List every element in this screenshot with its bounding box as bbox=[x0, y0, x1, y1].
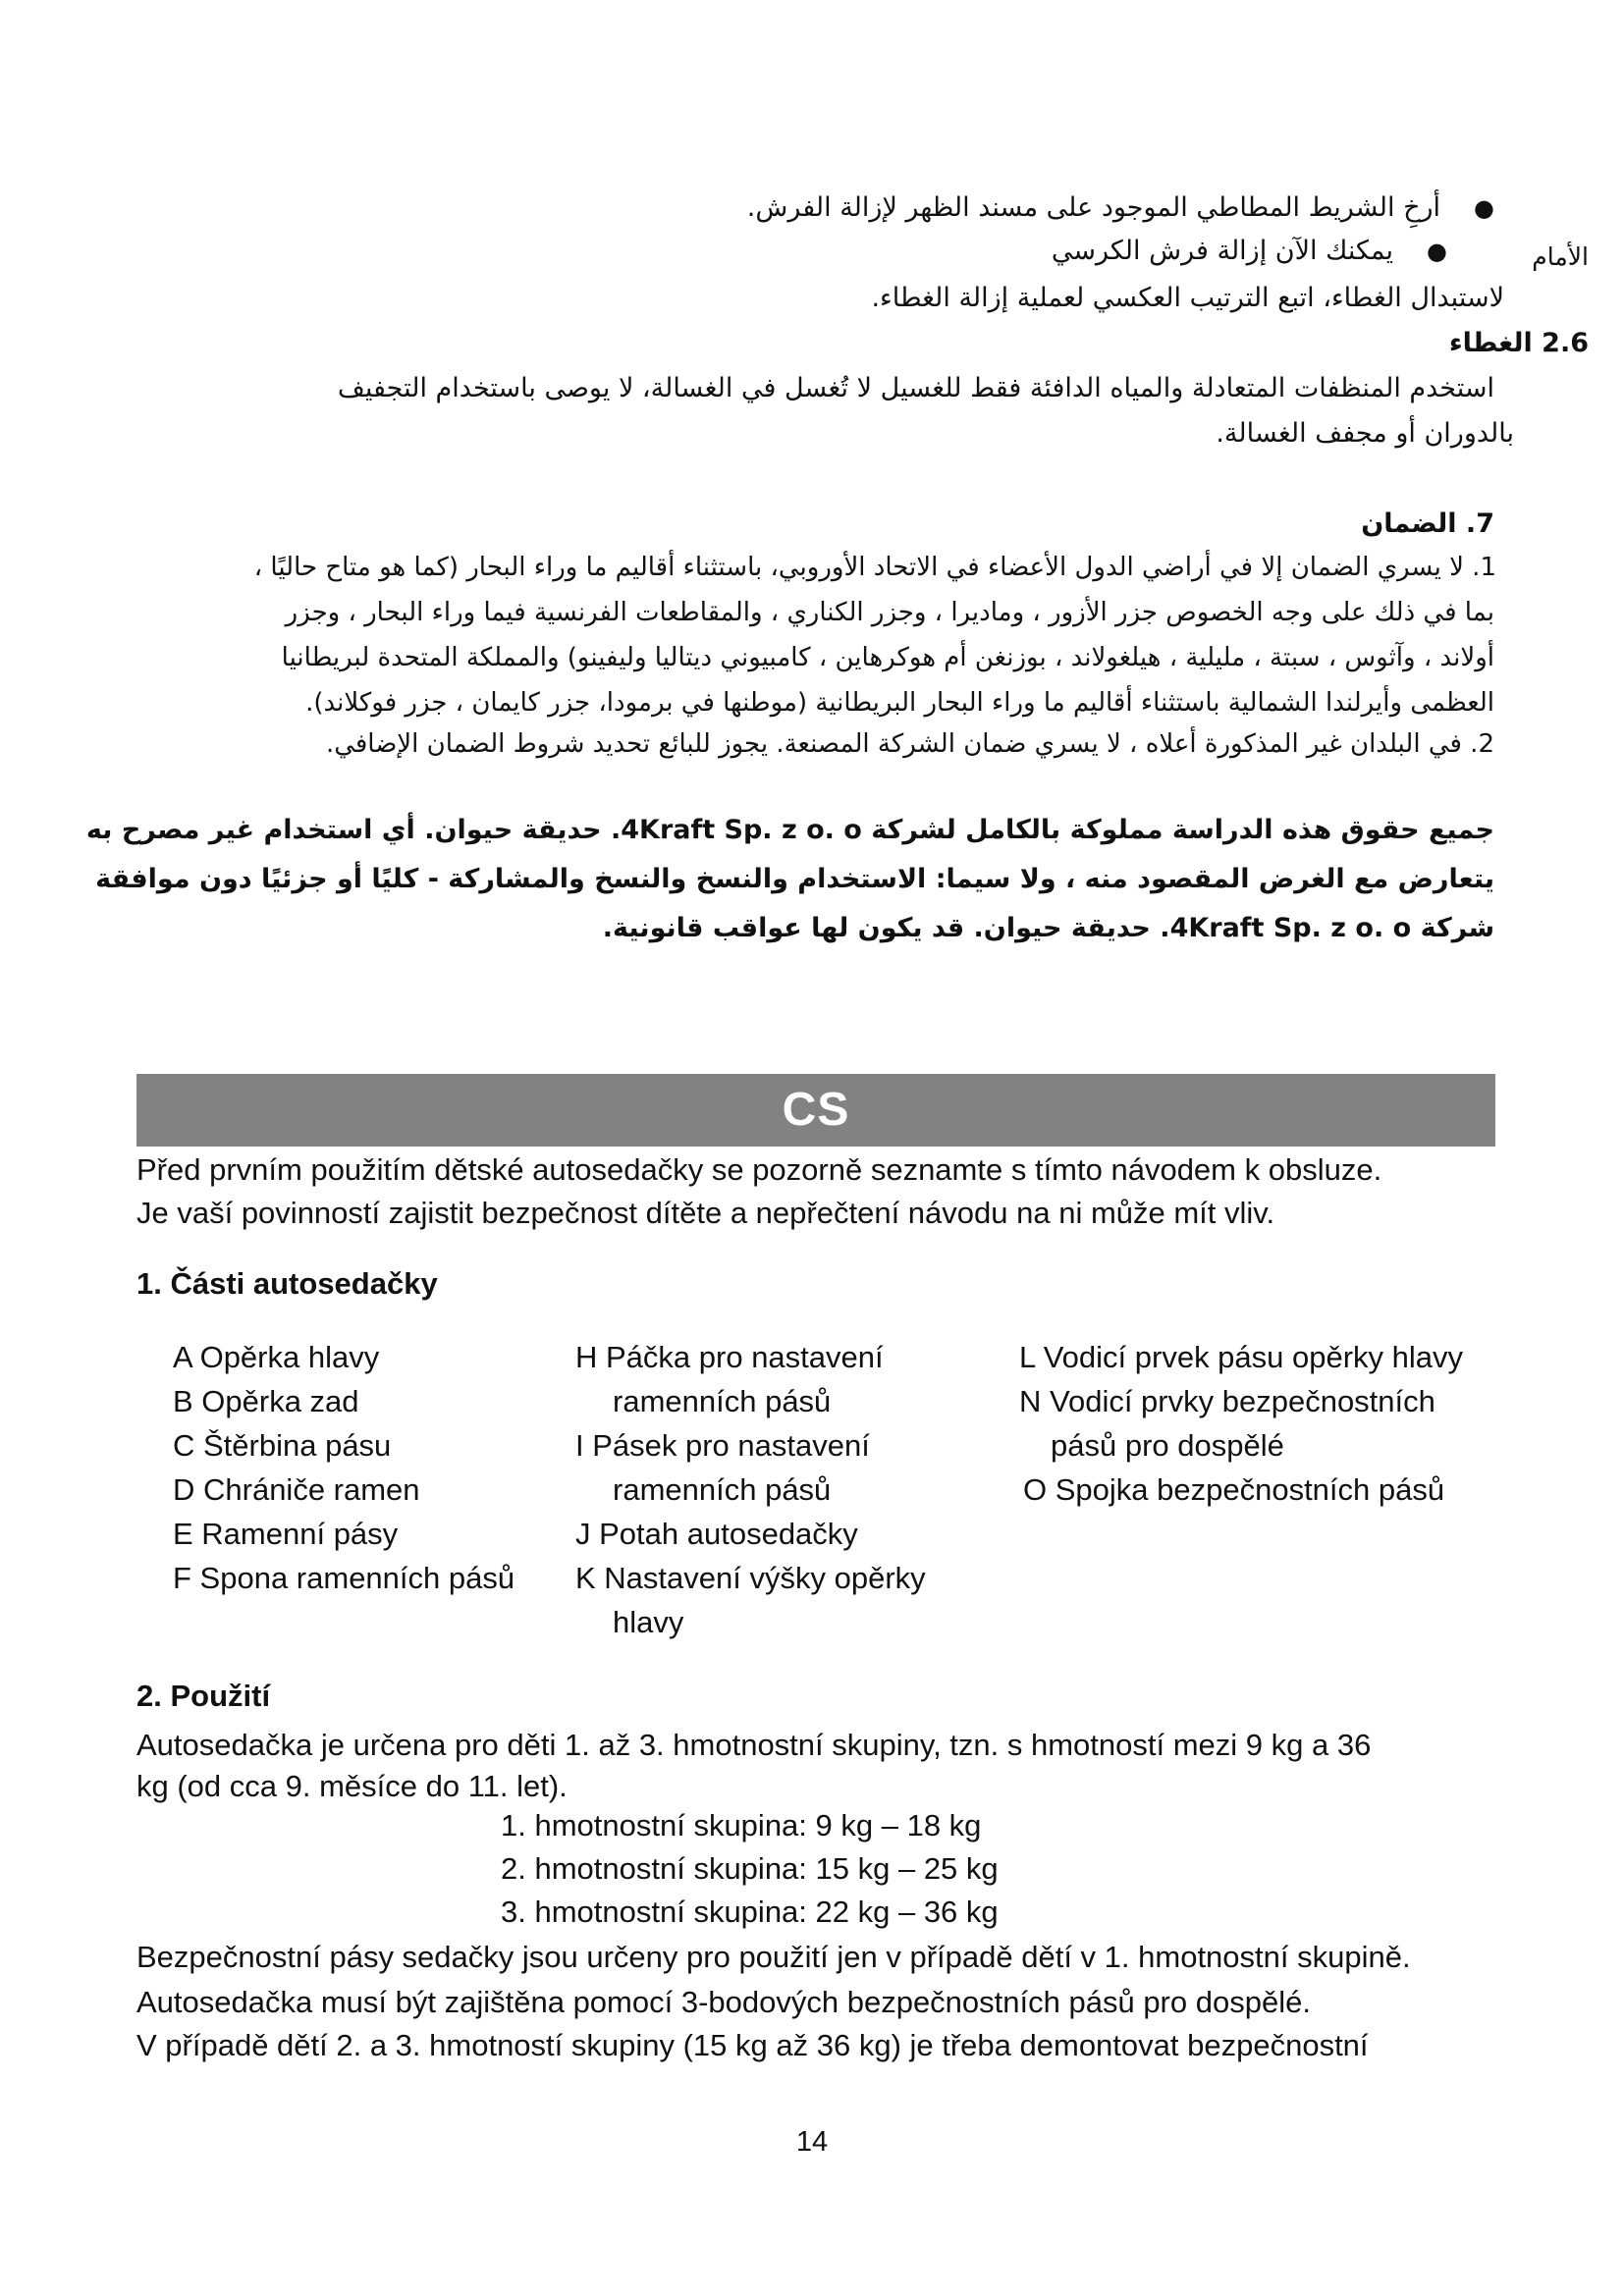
part-item-continued: pásů pro dospělé bbox=[1051, 1428, 1284, 1463]
arabic-side-word: الأمام bbox=[1532, 242, 1589, 271]
arabic-legal-line-1: جميع حقوق هذه الدراسة مملوكة بالكامل لشركة 4Kraft Sp. z o. o. حديقة حيوان. أي استخدام غير مصرح به bbox=[85, 815, 1494, 845]
arabic-warranty-line-2: بما في ذلك على وجه الخصوص جزر الأزور ، وماديرا ، وجزر الكناري ، والمقاطعات الفرنسية فيما وراء البحار ، وجزر bbox=[285, 598, 1494, 627]
weight-group: 2. hmotnostní skupina: 15 kg – 25 kg bbox=[501, 1851, 999, 1886]
arabic-replace-text: لاستبدال الغطاء، اتبع الترتيب العكسي لعملية إزالة الغطاء. bbox=[871, 283, 1504, 313]
arabic-warranty-line-5: 2. في البلدان غير المذكورة أعلاه ، لا يسري ضمان الشركة المصنعة. يجوز للبائع تحديد شروط الضمان الإضافي. bbox=[325, 729, 1494, 759]
part-item: F Spona ramenních pásů bbox=[173, 1561, 515, 1595]
part-item: E Ramenní pásy bbox=[173, 1517, 399, 1551]
cs-intro-line-2: Je vaší povinností zajistit bezpečnost dítěte a nepřečtení návodu na ni může mít vliv. bbox=[136, 1196, 1275, 1230]
cs-intro-line-1: Před prvním použitím dětské autosedačky se pozorně seznamte s tímto návodem k obsluze. bbox=[136, 1152, 1382, 1187]
cs-section-header: CS bbox=[136, 1074, 1495, 1147]
arabic-warranty-line-4: العظمى وأيرلندا الشمالية باستثناء أقاليم ما وراء البحار البريطانية (موطنها في برمودا، جزر كايمان ، جزر فوكلاند). bbox=[305, 688, 1494, 718]
weight-group-list bbox=[501, 1804, 999, 1934]
arabic-legal-line-2: يتعارض مع الغرض المقصود منه ، ولا سيما: الاستخدام والنسخ والنسخ والمشاركة - كليًا أو جزئيًا دون موافقة bbox=[95, 864, 1494, 894]
part-item: I Pásek pro nastavení bbox=[575, 1428, 870, 1463]
cs-parts-column-3 bbox=[1019, 1335, 1463, 1512]
bullet-icon: ● bbox=[1474, 194, 1494, 222]
cs-tail-line-2: Autosedačka musí být zajištěna pomocí 3-bodových bezpečnostních pásů pro dospělé. bbox=[136, 1985, 1311, 2019]
part-item: D Chrániče ramen bbox=[173, 1472, 420, 1507]
arabic-cover-line-2: بالدوران أو مجفف الغسالة. bbox=[1216, 418, 1514, 449]
weight-group: 1. hmotnostní skupina: 9 kg – 18 kg bbox=[501, 1808, 982, 1842]
part-item: C Štěrbina pásu bbox=[173, 1428, 392, 1463]
cs-parts-heading: 1. Části autosedačky bbox=[136, 1266, 438, 1301]
part-item: O Spojka bezpečnostních pásů bbox=[1023, 1472, 1445, 1507]
page-number: 14 bbox=[795, 2126, 829, 2158]
arabic-cover-heading: 2.6 الغطاء bbox=[1448, 328, 1589, 358]
weight-group: 3. hmotnostní skupina: 22 kg – 36 kg bbox=[501, 1895, 999, 1929]
cs-tail-line-1: Bezpečnostní pásy sedačky jsou určeny pro použití jen v případě dětí v 1. hmotnostní skupině. bbox=[136, 1940, 1411, 1974]
part-item-continued: hlavy bbox=[613, 1605, 684, 1639]
part-item: B Opěrka zad bbox=[173, 1384, 359, 1418]
arabic-warranty-line-1: 1. لا يسري الضمان إلا في أراضي الدول الأعضاء في الاتحاد الأوروبي، باستثناء أقاليم ما وراء البحار (كما هو متاح حاليًا ، bbox=[253, 553, 1496, 582]
part-item: L Vodicí prvek pásu opěrky hlavy bbox=[1019, 1340, 1464, 1374]
arabic-warranty-line-3: أولاند ، وآثوس ، سبتة ، مليلية ، هيلغولاند ، بوزنغن أم هوكرهاين ، كامبيوني ديتاليا وليفينو) والمملكة المتحدة لبريطانيا bbox=[281, 643, 1494, 672]
part-item: N Vodicí prvky bezpečnostních bbox=[1019, 1384, 1435, 1418]
arabic-bullet-2: ●يمكنك الآن إزالة فرش الكرسي bbox=[1051, 236, 1447, 266]
cs-parts-column-1 bbox=[173, 1335, 514, 1600]
part-item: J Potah autosedačky bbox=[575, 1517, 858, 1551]
arabic-warranty-heading: 7. الضمان bbox=[1361, 508, 1494, 539]
part-item: K Nastavení výšky opěrky bbox=[575, 1561, 926, 1595]
bullet-icon: ● bbox=[1427, 238, 1447, 265]
cs-parts-column-2 bbox=[575, 1335, 926, 1644]
cs-use-line-2: kg (od cca 9. měsíce do 11. let). bbox=[136, 1769, 568, 1803]
part-item-continued: ramenních pásů bbox=[613, 1472, 832, 1507]
part-item-continued: ramenních pásů bbox=[613, 1384, 832, 1418]
part-item: H Páčka pro nastavení bbox=[575, 1340, 884, 1374]
cs-use-heading: 2. Použití bbox=[136, 1679, 271, 1713]
cs-tail-line-3: V případě dětí 2. a 3. hmotností skupiny (15 kg až 36 kg) je třeba demontovat bezpečnostní bbox=[136, 2028, 1369, 2062]
arabic-legal-line-3: شركة 4Kraft Sp. z o. o. حديقة حيوان. قد يكون لها عواقب قانونية. bbox=[602, 913, 1494, 943]
arabic-cover-line-1: استخدم المنظفات المتعادلة والمياه الدافئة فقط للغسيل لا تُغسل في الغسالة، لا يوصى باستخدام التجفيف bbox=[337, 373, 1494, 403]
part-item: A Opěrka hlavy bbox=[173, 1340, 380, 1374]
arabic-bullet-1: ●أرخِ الشريط المطاطي الموجود على مسند الظهر لإزالة الفرش. bbox=[746, 192, 1494, 223]
cs-use-line-1: Autosedačka je určena pro děti 1. až 3. hmotnostní skupiny, tzn. s hmotností mezi 9 kg a 36 bbox=[136, 1728, 1372, 1762]
